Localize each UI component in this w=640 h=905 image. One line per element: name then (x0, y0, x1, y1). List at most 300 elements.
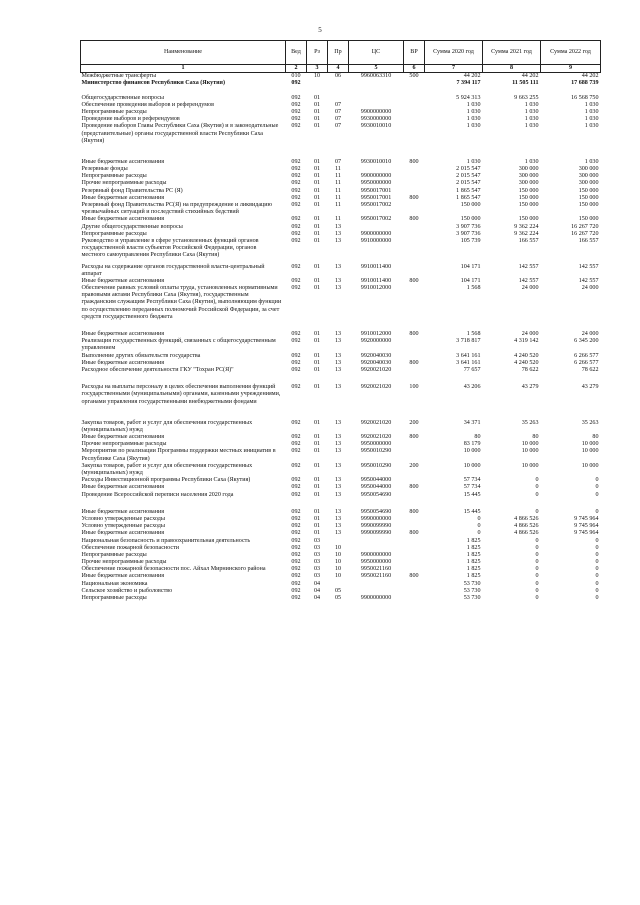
row-pr: 13 (334, 484, 342, 491)
row-cs: 9950044000 (360, 484, 392, 491)
row-ved: 092 (291, 116, 301, 123)
row-pr: 13 (334, 448, 342, 455)
row-ved: 092 (291, 551, 301, 558)
row-cs: 9960063310 (360, 73, 392, 80)
row-rz: 01 (313, 434, 321, 441)
row-ved: 092 (291, 237, 301, 244)
row-pr: 13 (334, 331, 342, 337)
row-cs: 9900000000 (360, 173, 392, 180)
row-sum-2022: 1 030 (584, 101, 599, 108)
row-ved: 092 (291, 530, 301, 537)
row-sum-2020: 3 641 161 (456, 359, 481, 366)
row-ved: 092 (291, 108, 301, 115)
row-cs: 9950000000 (360, 180, 392, 187)
row-name: Непрограммные расходы (81, 595, 147, 601)
table-row (81, 441, 601, 448)
row-pr: 13 (334, 515, 342, 522)
row-sum-2022: 80 (592, 434, 599, 441)
row-sum-2022: 0 (595, 587, 599, 594)
row-sum-2022: 0 (595, 573, 599, 580)
row-ved: 092 (291, 123, 301, 130)
column-number: 1 (81, 65, 286, 73)
row-sum-2020: 57 734 (463, 477, 481, 484)
row-cs: 9950021160 (360, 573, 392, 580)
row-ved: 092 (291, 263, 301, 270)
table-row (81, 448, 601, 462)
row-sum-2022: 35 263 (581, 419, 599, 426)
row-sum-2020: 2 015 547 (456, 173, 481, 180)
row-name: Закупка товаров, работ и услуг для обеспечения государственных (муниципальных) нужд (81, 462, 253, 476)
row-sum-2021: 0 (535, 580, 539, 587)
row-name: Иные бюджетные ассигнования (81, 277, 165, 284)
column-number-row (81, 65, 601, 73)
row-cs: 9900000000 (360, 595, 392, 601)
row-sum-2020: 1 030 (466, 116, 481, 123)
row-cs: 9920040030 (360, 352, 392, 359)
row-name: Прочие непрограммные расходы (81, 559, 167, 566)
row-sum-2021: 9 663 255 (514, 94, 539, 101)
row-sum-2020: 1 825 (466, 544, 481, 551)
row-sum-2022: 0 (595, 559, 599, 566)
row-vr: 200 (409, 419, 419, 426)
row-name: Иные бюджетные ассигнования (81, 573, 165, 580)
row-pr: 13 (334, 530, 342, 537)
row-rz: 04 (313, 595, 321, 601)
row-sum-2022: 78 622 (581, 366, 599, 373)
row-sum-2020: 34 371 (463, 419, 481, 426)
row-name: Резервный фонд Правительства РС (Я) (81, 187, 183, 194)
row-sum-2021: 78 622 (521, 366, 539, 373)
row-pr: 11 (335, 194, 341, 201)
row-ved: 092 (291, 448, 301, 455)
row-sum-2020: 1 825 (466, 566, 481, 573)
row-name: Межбюджетные трансферты (81, 73, 157, 80)
row-ved: 092 (291, 173, 301, 180)
row-cs: 9950044000 (360, 477, 392, 484)
row-name: Расходное обеспечение деятельности ГКУ "Тохран РС(Я)" (81, 366, 234, 373)
row-vr (404, 353, 425, 360)
row-rz: 10 (313, 73, 321, 80)
row-sum-2022: 0 (595, 537, 599, 544)
table-row (81, 492, 601, 499)
row-rz: 01 (313, 94, 321, 101)
row-sum-2020: 3 641 161 (456, 352, 481, 359)
row-name: Условно утвержденные расходы (81, 515, 166, 522)
row-name: Мероприятия по реализации Программы поддержки местных инициатив в Республике Саха (Якутия) (81, 448, 276, 462)
row-cs: 9950000000 (360, 559, 392, 566)
row-sum-2021: 1 030 (524, 123, 539, 130)
row-pr: 11 (335, 216, 341, 223)
table-body (81, 73, 601, 603)
row-cs: 9910012000 (360, 331, 392, 337)
row-sum-2021: 150 000 (518, 216, 539, 223)
row-vr (404, 538, 425, 545)
table-header-row (81, 41, 601, 65)
table-row (81, 188, 601, 195)
row-sum-2020: 1 030 (466, 101, 481, 108)
row-sum-2020: 3 718 817 (456, 338, 481, 345)
row-sum-2021: 0 (535, 559, 539, 566)
row-sum-2022: 1 030 (584, 123, 599, 130)
row-rz: 01 (313, 359, 321, 366)
table-row (81, 180, 601, 187)
column-number: 4 (328, 65, 349, 73)
row-vr: 800 (409, 216, 419, 223)
row-vr: 800 (409, 277, 419, 284)
row-pr: 05 (334, 587, 342, 594)
table-row (81, 463, 601, 477)
row-ved: 092 (291, 566, 301, 573)
row-ved: 092 (291, 441, 301, 448)
row-name: Выполнение других обязательств государства (81, 352, 201, 359)
row-pr (328, 80, 349, 87)
row-pr (328, 581, 349, 588)
row-sum-2022: 142 557 (578, 277, 599, 284)
row-sum-2020: 1 030 (466, 108, 481, 115)
row-sum-2022: 6 345 200 (574, 338, 599, 345)
row-vr (404, 202, 425, 216)
row-pr: 10 (334, 544, 342, 551)
row-name: Иные бюджетные ассигнования (81, 331, 165, 337)
row-vr (404, 285, 425, 321)
row-pr: 13 (334, 508, 342, 515)
row-sum-2020: 1 865 547 (456, 194, 481, 201)
row-sum-2020: 53 730 (463, 595, 481, 601)
row-sum-2020: 1 865 547 (456, 187, 481, 194)
row-name: Иные бюджетные ассигнования (81, 484, 165, 491)
row-vr (404, 231, 425, 238)
row-rz: 01 (313, 166, 321, 173)
row-sum-2021: 44 202 (521, 73, 539, 80)
row-cs: 9920021020 (360, 434, 392, 441)
row-rz: 01 (313, 223, 321, 230)
row-pr: 13 (334, 237, 342, 244)
row-rz: 01 (313, 180, 321, 187)
row-ved: 092 (291, 94, 301, 101)
row-rz (307, 80, 328, 87)
row-cs: 9950017002 (360, 202, 392, 208)
row-sum-2020: 10 000 (463, 462, 481, 469)
table-row (81, 166, 601, 173)
row-sum-2020: 1 030 (466, 123, 481, 130)
row-cs: 9920021020 (360, 366, 392, 373)
row-ved: 092 (291, 366, 301, 373)
row-pr: 13 (334, 366, 342, 373)
table-row (81, 588, 601, 595)
row-sum-2022: 0 (595, 491, 599, 498)
row-pr: 10 (334, 551, 342, 558)
row-vr (404, 448, 425, 462)
row-pr: 13 (334, 434, 342, 441)
row-rz: 01 (313, 202, 321, 208)
row-pr: 13 (334, 352, 342, 359)
row-sum-2021: 150 000 (518, 187, 539, 194)
row-sum-2022: 16 267 720 (571, 223, 599, 230)
row-vr: 800 (409, 158, 419, 165)
row-pr: 13 (334, 523, 342, 530)
row-sum-2022: 166 557 (578, 237, 599, 244)
table-row (81, 80, 601, 87)
row-cs (349, 80, 404, 87)
row-rz: 01 (313, 123, 321, 130)
row-pr: 07 (334, 101, 342, 108)
row-cs: 9950010290 (360, 448, 392, 455)
row-sum-2022: 9 745 964 (574, 530, 599, 537)
row-sum-2021: 0 (535, 551, 539, 558)
table-row (81, 516, 601, 523)
row-sum-2021: 1 030 (524, 108, 539, 115)
table-row (81, 538, 601, 545)
row-sum-2020: 104 171 (460, 277, 481, 284)
row-sum-2021: 1 030 (524, 158, 539, 165)
table-row (81, 360, 601, 367)
row-rz: 01 (313, 441, 321, 448)
row-ved: 092 (291, 523, 301, 530)
row-name: Иные бюджетные ассигнования (81, 530, 165, 537)
row-ved: 092 (291, 331, 301, 337)
row-sum-2022: 1 030 (584, 116, 599, 123)
table-row (81, 545, 601, 552)
row-vr (404, 224, 425, 231)
row-cs: 9950017001 (360, 187, 392, 194)
row-ved: 092 (291, 419, 301, 426)
row-sum-2020: 3 907 736 (456, 223, 481, 230)
row-pr: 11 (335, 166, 341, 173)
row-cs: 9920021020 (360, 419, 392, 426)
row-name: Обеспечение пожарной безопасности (81, 544, 180, 551)
row-pr: 13 (334, 359, 342, 366)
table-row (81, 353, 601, 360)
row-ved: 092 (291, 101, 301, 108)
row-name: Иные бюджетные ассигнования (81, 216, 165, 223)
row-sum-2020: 3 907 736 (456, 230, 481, 237)
row-cs: 9910011400 (360, 263, 392, 270)
row-cs (349, 588, 404, 595)
row-vr (404, 516, 425, 523)
table-row (81, 278, 601, 285)
row-sum-2022: 16 267 720 (571, 230, 599, 237)
column-header-sum-2020: Сумма 2020 год (425, 41, 483, 65)
row-vr (404, 173, 425, 180)
row-sum-2020: 80 (474, 434, 481, 441)
row-sum-2020: 150 000 (460, 216, 481, 223)
row-ved: 092 (291, 180, 301, 187)
row-sum-2021: 24 000 (521, 331, 539, 337)
table-row (81, 338, 601, 352)
row-ved: 092 (291, 434, 301, 441)
row-pr: 13 (334, 223, 342, 230)
row-sum-2022: 1 030 (584, 108, 599, 115)
row-sum-2022: 9 745 964 (574, 515, 599, 522)
row-sum-2021: 0 (535, 484, 539, 491)
row-ved: 092 (291, 352, 301, 359)
row-rz: 01 (313, 285, 321, 292)
row-rz: 04 (313, 587, 321, 594)
row-sum-2022: 24 000 (581, 285, 599, 292)
column-header-rz: Рз (307, 41, 328, 65)
table-row (81, 216, 601, 223)
row-sum-2022: 150 000 (578, 216, 599, 223)
row-rz: 01 (313, 384, 321, 391)
column-header-cs: ЦС (349, 41, 404, 65)
row-ved: 092 (291, 230, 301, 237)
row-ved: 092 (291, 166, 301, 173)
row-rz: 03 (313, 566, 321, 573)
row-rz: 03 (313, 544, 321, 551)
row-cs (349, 166, 404, 173)
row-ved: 092 (291, 202, 301, 208)
row-sum-2020: 150 000 (460, 202, 481, 208)
column-number: 3 (307, 65, 328, 73)
row-pr: 13 (334, 441, 342, 448)
table-row (81, 406, 601, 434)
row-pr: 11 (335, 173, 341, 180)
row-rz: 01 (313, 352, 321, 359)
row-sum-2020: 15 445 (463, 508, 481, 515)
row-pr: 06 (334, 73, 342, 80)
row-sum-2020: 2 015 547 (456, 180, 481, 187)
row-name: Обеспечение пожарной безопасности пос. Айхал Мирнинского района (81, 566, 266, 573)
row-name: Обеспечение проведения выборов и референдумов (81, 101, 215, 108)
row-rz: 04 (313, 580, 321, 587)
row-ved: 092 (291, 359, 301, 366)
row-sum-2020: 1 825 (466, 559, 481, 566)
row-cs: 9900000000 (360, 551, 392, 558)
row-vr (404, 123, 425, 145)
row-sum-2021: 0 (535, 537, 539, 544)
row-ved: 092 (291, 573, 301, 580)
row-sum-2021: 1 030 (524, 116, 539, 123)
row-rz: 01 (313, 448, 321, 455)
row-vr (404, 492, 425, 499)
row-rz: 01 (313, 530, 321, 537)
row-cs (349, 88, 404, 102)
row-sum-2021: 1 030 (524, 101, 539, 108)
row-sum-2021: 4 866 526 (514, 515, 539, 522)
row-sum-2020: 77 657 (463, 366, 481, 373)
row-vr (404, 559, 425, 566)
row-sum-2021: 0 (535, 491, 539, 498)
row-rz: 01 (313, 331, 321, 337)
row-ved: 092 (291, 484, 301, 491)
row-ved: 092 (291, 158, 301, 165)
table-row (81, 231, 601, 238)
row-sum-2020: 2 015 547 (456, 166, 481, 173)
row-sum-2021: 24 000 (521, 285, 539, 292)
row-rz: 01 (313, 338, 321, 345)
table-row (81, 285, 601, 321)
row-vr (404, 180, 425, 187)
row-pr: 13 (334, 419, 342, 426)
table-row (81, 123, 601, 145)
column-header-sum-2022: Сумма 2022 год (541, 41, 601, 65)
row-pr: 13 (334, 285, 342, 292)
row-rz: 01 (313, 277, 321, 284)
table-row (81, 595, 601, 602)
row-cs: 9930000000 (360, 116, 392, 123)
row-sum-2020: 83 179 (463, 441, 481, 448)
row-pr: 07 (334, 116, 342, 123)
row-vr (404, 116, 425, 123)
row-name: Национальная экономика (81, 580, 148, 587)
row-cs: 9990099990 (360, 530, 392, 537)
row-ved: 092 (291, 595, 301, 601)
page-number: 5 (318, 26, 322, 34)
row-vr (404, 109, 425, 116)
row-rz: 01 (313, 477, 321, 484)
row-name: Расходы на выплаты персоналу в целях обеспечения выполнения функций государственными (муниципальными) органами, казенными учреждениями, органами управления государственными внебюджетными фондами (81, 384, 281, 405)
row-cs (349, 545, 404, 552)
row-cs: 9950054690 (360, 508, 392, 515)
row-ved: 092 (291, 338, 301, 345)
row-sum-2020: 15 445 (463, 491, 481, 498)
row-sum-2020: 1 825 (466, 537, 481, 544)
row-sum-2022: 0 (595, 580, 599, 587)
row-vr (404, 523, 425, 530)
row-rz: 01 (313, 515, 321, 522)
row-sum-2022: 0 (595, 544, 599, 551)
row-rz: 01 (313, 237, 321, 244)
row-vr (404, 477, 425, 484)
row-name: Иные бюджетные ассигнования (81, 434, 165, 441)
row-rz: 01 (313, 173, 321, 180)
row-pr: 11 (335, 187, 341, 194)
row-cs: 9990000000 (360, 515, 392, 522)
row-sum-2022: 6 266 577 (574, 352, 599, 359)
row-cs: 9930010010 (360, 123, 392, 130)
row-sum-2021: 4 240 520 (514, 359, 539, 366)
row-name: Условно утвержденные расходы (81, 523, 166, 530)
row-sum-2020: 5 924 313 (456, 94, 481, 101)
table-row (81, 530, 601, 537)
row-ved: 092 (291, 477, 301, 484)
row-vr: 100 (409, 384, 419, 391)
table-row (81, 499, 601, 516)
row-sum-2021: 4 866 526 (514, 523, 539, 530)
row-vr: 800 (409, 331, 419, 337)
row-name: Национальная безопасность и правоохранительная деятельность (81, 537, 251, 544)
row-sum-2021: 9 362 224 (514, 223, 539, 230)
table-row (81, 102, 601, 109)
row-sum-2021: 35 263 (521, 419, 539, 426)
row-sum-2020: 10 000 (463, 448, 481, 455)
row-pr: 13 (334, 263, 342, 270)
table-row (81, 581, 601, 588)
row-pr: 13 (334, 230, 342, 237)
row-sum-2021: 43 279 (521, 384, 539, 391)
row-vr (404, 338, 425, 352)
row-sum-2022: 150 000 (578, 187, 599, 194)
row-pr: 13 (334, 338, 342, 345)
row-sum-2021: 142 557 (518, 263, 539, 270)
row-cs: 9920040030 (360, 359, 392, 366)
row-name: Министерство финансов Республики Саха (Якутия) (81, 80, 225, 87)
row-sum-2022: 43 279 (581, 384, 599, 391)
column-number: 7 (425, 65, 483, 73)
table-row (81, 434, 601, 441)
row-sum-2022: 44 202 (581, 73, 599, 80)
row-cs: 9950000000 (360, 441, 392, 448)
row-cs: 9920000000 (360, 338, 392, 345)
column-number: 6 (404, 65, 425, 73)
row-sum-2021: 4 866 526 (514, 530, 539, 537)
row-cs: 9910011400 (360, 277, 392, 284)
row-sum-2021: 9 362 224 (514, 230, 539, 237)
row-vr: 800 (409, 194, 419, 201)
row-sum-2021: 166 557 (518, 237, 539, 244)
row-sum-2022: 1 030 (584, 158, 599, 165)
row-sum-2022: 10 000 (581, 462, 599, 469)
